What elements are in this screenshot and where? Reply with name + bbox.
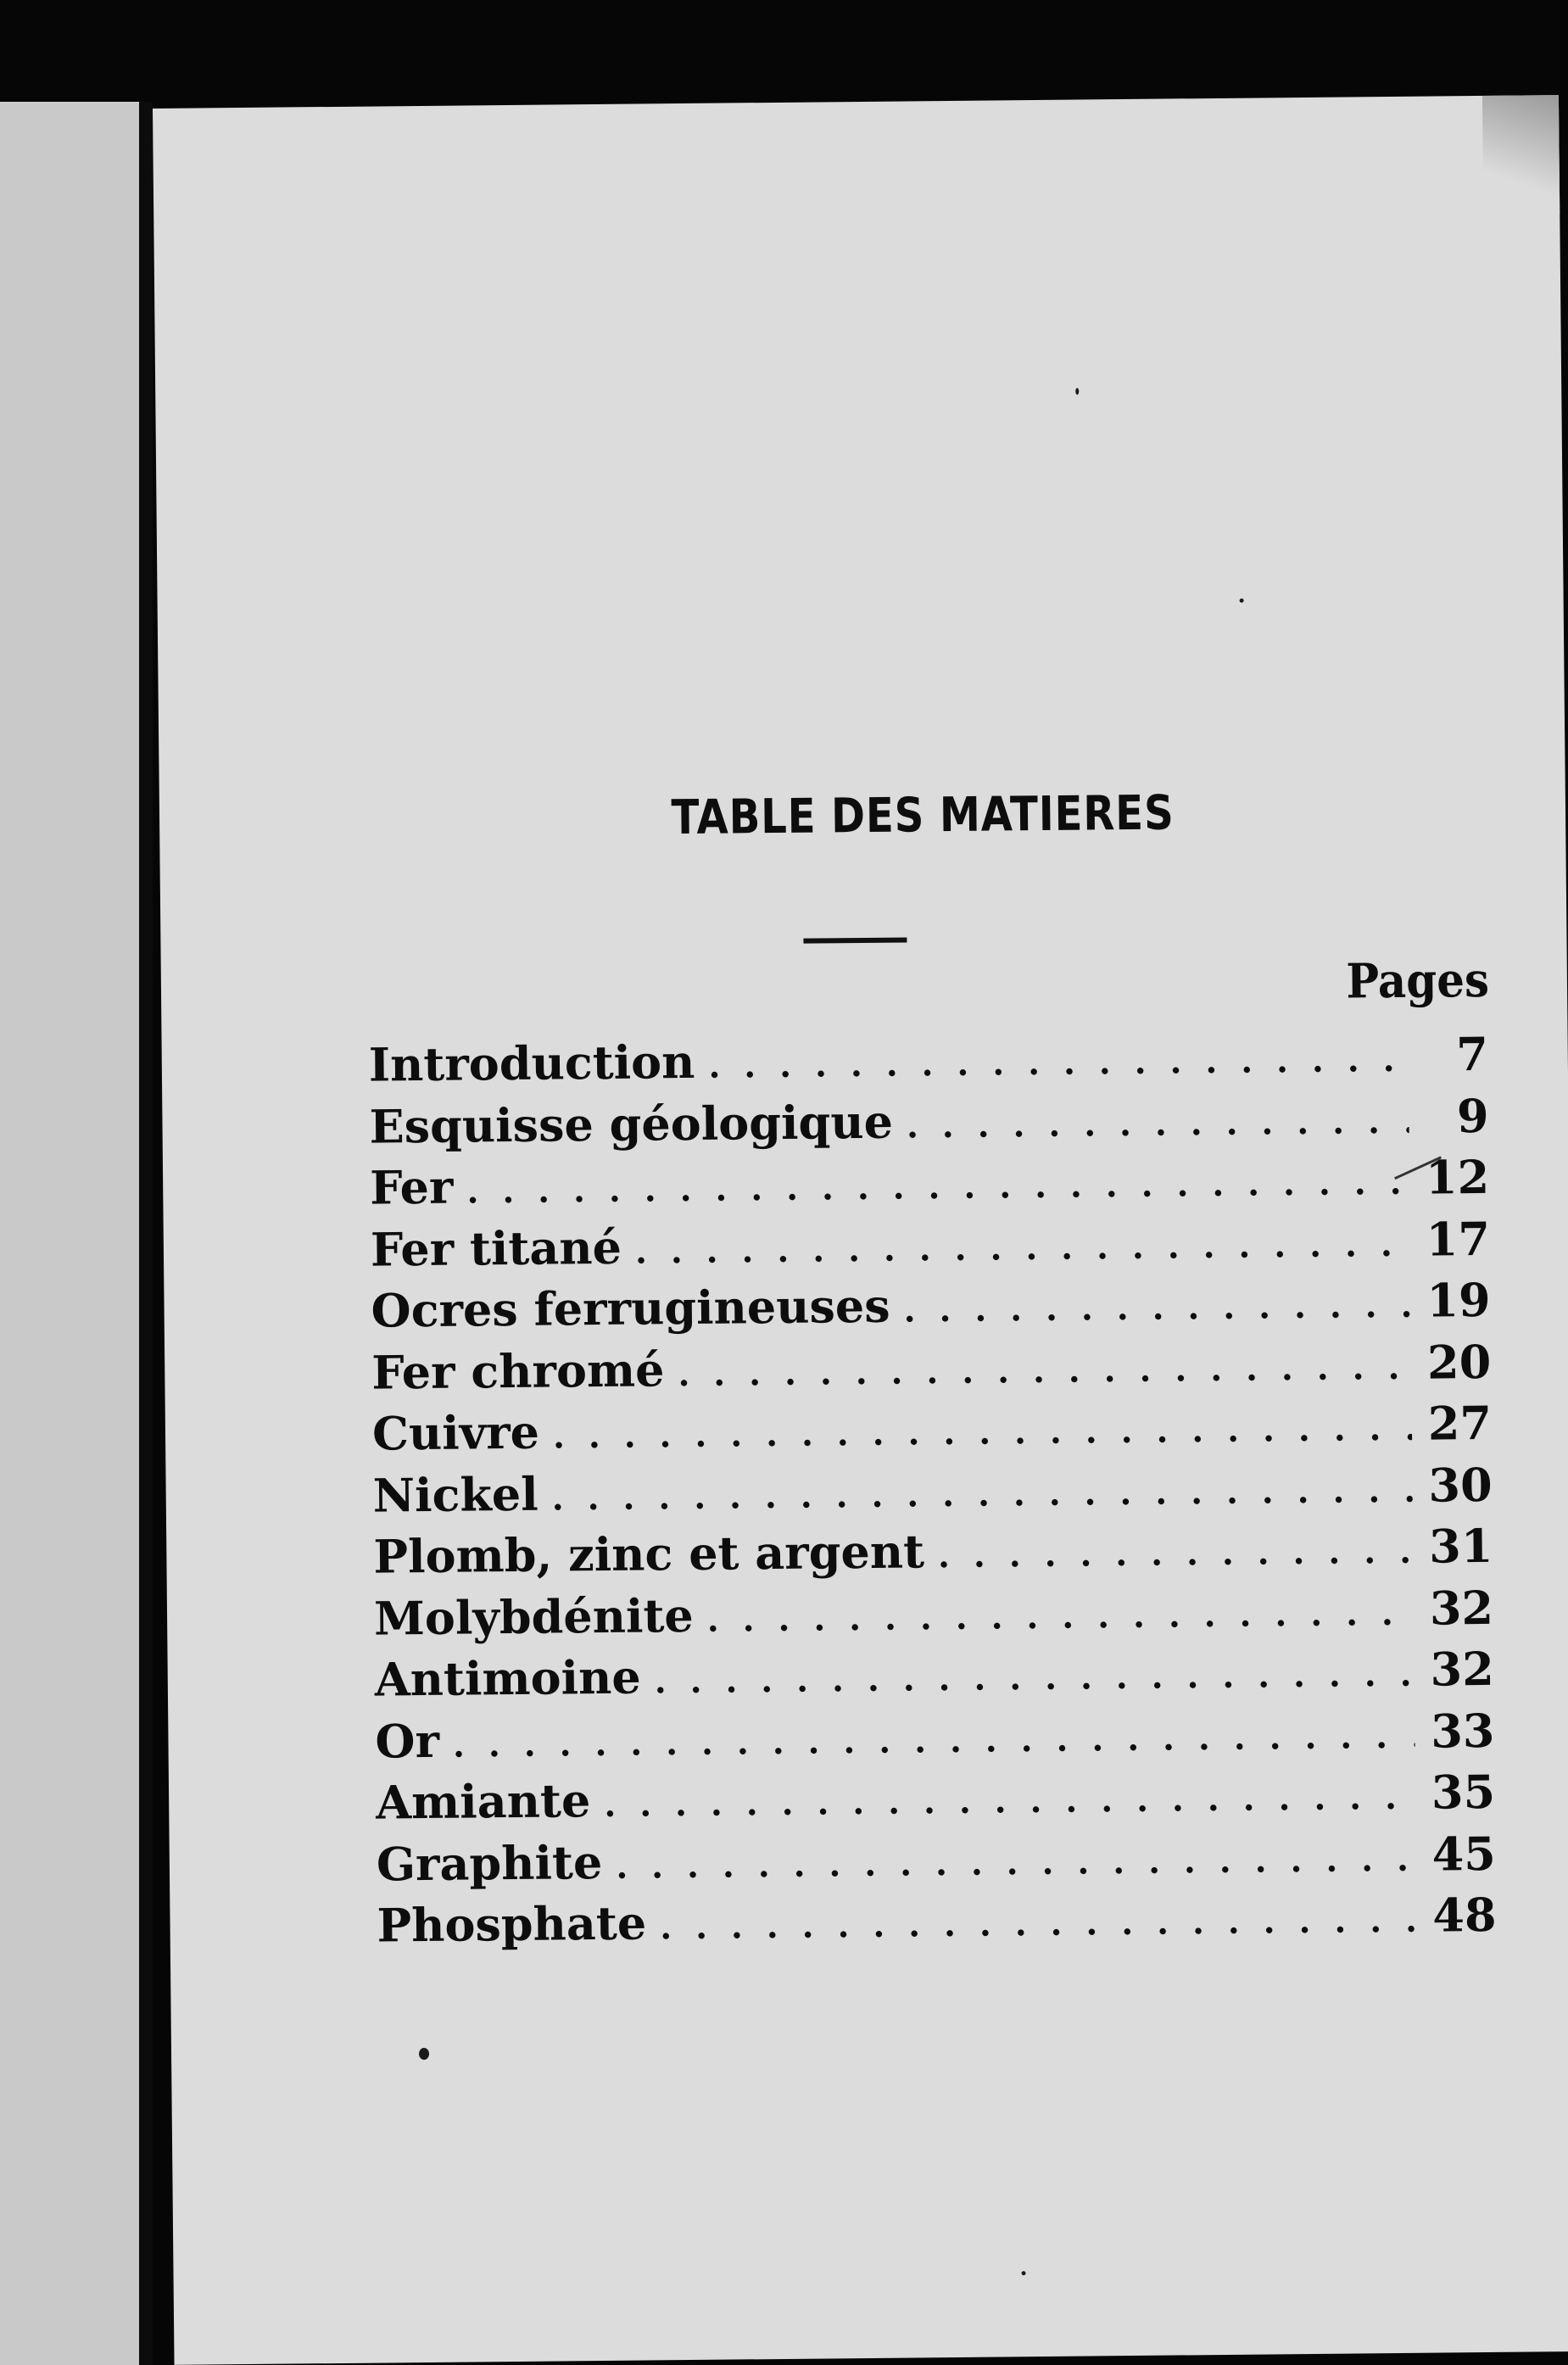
toc-entry-label: Cuivre: [371, 1404, 540, 1461]
dot-leader: [616, 1838, 1416, 1886]
ink-speck: [1075, 388, 1079, 395]
toc-entry-label: Phosphate: [377, 1895, 647, 1953]
toc-entry-page: 32: [1429, 1580, 1494, 1636]
toc-row: [370, 1150, 1490, 1222]
toc-entry-page: 7: [1455, 1026, 1489, 1082]
toc-row: [369, 1027, 1489, 1099]
toc-entry-label: Fer titané: [370, 1219, 622, 1277]
toc-entry-label: Ocres ferrugineuses: [371, 1278, 890, 1338]
dot-leader: [708, 1040, 1409, 1086]
toc-row: [371, 1211, 1491, 1283]
toc-entry-page: 48: [1432, 1887, 1497, 1943]
toc-entry-page: 19: [1426, 1272, 1491, 1328]
dot-leader: [707, 1592, 1415, 1639]
pages-column-header: Pages: [1346, 951, 1490, 1010]
page-title: TABLE DES MATIERES: [671, 785, 1175, 846]
dot-leader: [678, 1347, 1411, 1393]
toc-entry-page: 20: [1426, 1334, 1492, 1390]
toc-entry-label: Graphite: [376, 1834, 603, 1892]
dot-leader: [655, 1654, 1415, 1702]
binding-shadow: [139, 102, 153, 2365]
dot-leader: [453, 1715, 1415, 1765]
toc-entry-page: 33: [1430, 1703, 1495, 1759]
toc-row: [375, 1703, 1495, 1775]
page-corner-curl: [1482, 95, 1560, 215]
dot-leader: [903, 1286, 1410, 1330]
toc-entry-label: Or: [375, 1713, 440, 1769]
toc-entry-label: Fer chromé: [371, 1341, 665, 1400]
toc-entry-page: 30: [1428, 1457, 1493, 1513]
toc-row: [371, 1273, 1491, 1345]
toc-entry-label: Molybdénite: [373, 1587, 695, 1646]
ink-speck: [419, 2048, 429, 2060]
toc-entry-label: Esquisse géologique: [369, 1094, 894, 1154]
toc-row: [374, 1642, 1494, 1714]
toc-entry-label: Amiante: [375, 1773, 591, 1830]
toc-row: [372, 1457, 1493, 1529]
toc-row: [376, 1765, 1496, 1837]
dot-leader: [552, 1470, 1413, 1518]
toc-entry-page: 35: [1431, 1764, 1496, 1820]
toc-entry-page: 31: [1428, 1518, 1493, 1574]
toc-row: [371, 1334, 1492, 1406]
toc-entry-page: 12: [1425, 1149, 1490, 1205]
toc-entry-label: Antimoine: [374, 1649, 641, 1707]
dot-leader: [553, 1408, 1412, 1457]
dot-leader: [938, 1531, 1414, 1576]
toc-row: [377, 1826, 1497, 1898]
table-of-contents: [369, 1027, 1497, 1960]
ink-speck: [1022, 2271, 1026, 2275]
dot-leader: [635, 1224, 1410, 1271]
toc-entry-label: Nickel: [372, 1466, 539, 1523]
dot-leader: [660, 1900, 1417, 1948]
ink-speck: [1240, 599, 1244, 603]
toc-row: [377, 1888, 1497, 1960]
toc-row: [373, 1519, 1493, 1591]
toc-entry-page: 32: [1430, 1641, 1495, 1697]
toc-entry-page: 9: [1456, 1088, 1489, 1143]
toc-row: [372, 1396, 1493, 1468]
dot-leader: [466, 1163, 1409, 1212]
dot-leader: [604, 1777, 1415, 1825]
toc-entry-label: Fer: [369, 1159, 454, 1215]
toc-row: [374, 1580, 1494, 1652]
dot-leader: [907, 1101, 1409, 1146]
toc-entry-label: Introduction: [368, 1034, 695, 1092]
document-page: [153, 95, 1568, 2365]
toc-entry-page: 27: [1427, 1395, 1493, 1451]
toc-row: [369, 1088, 1489, 1160]
facing-page-edge: [0, 102, 149, 2365]
toc-entry-page: 45: [1431, 1826, 1497, 1882]
title-rule: [803, 938, 907, 944]
toc-entry-label: Plomb, zinc et argent: [373, 1524, 925, 1584]
toc-entry-page: 17: [1426, 1211, 1491, 1267]
